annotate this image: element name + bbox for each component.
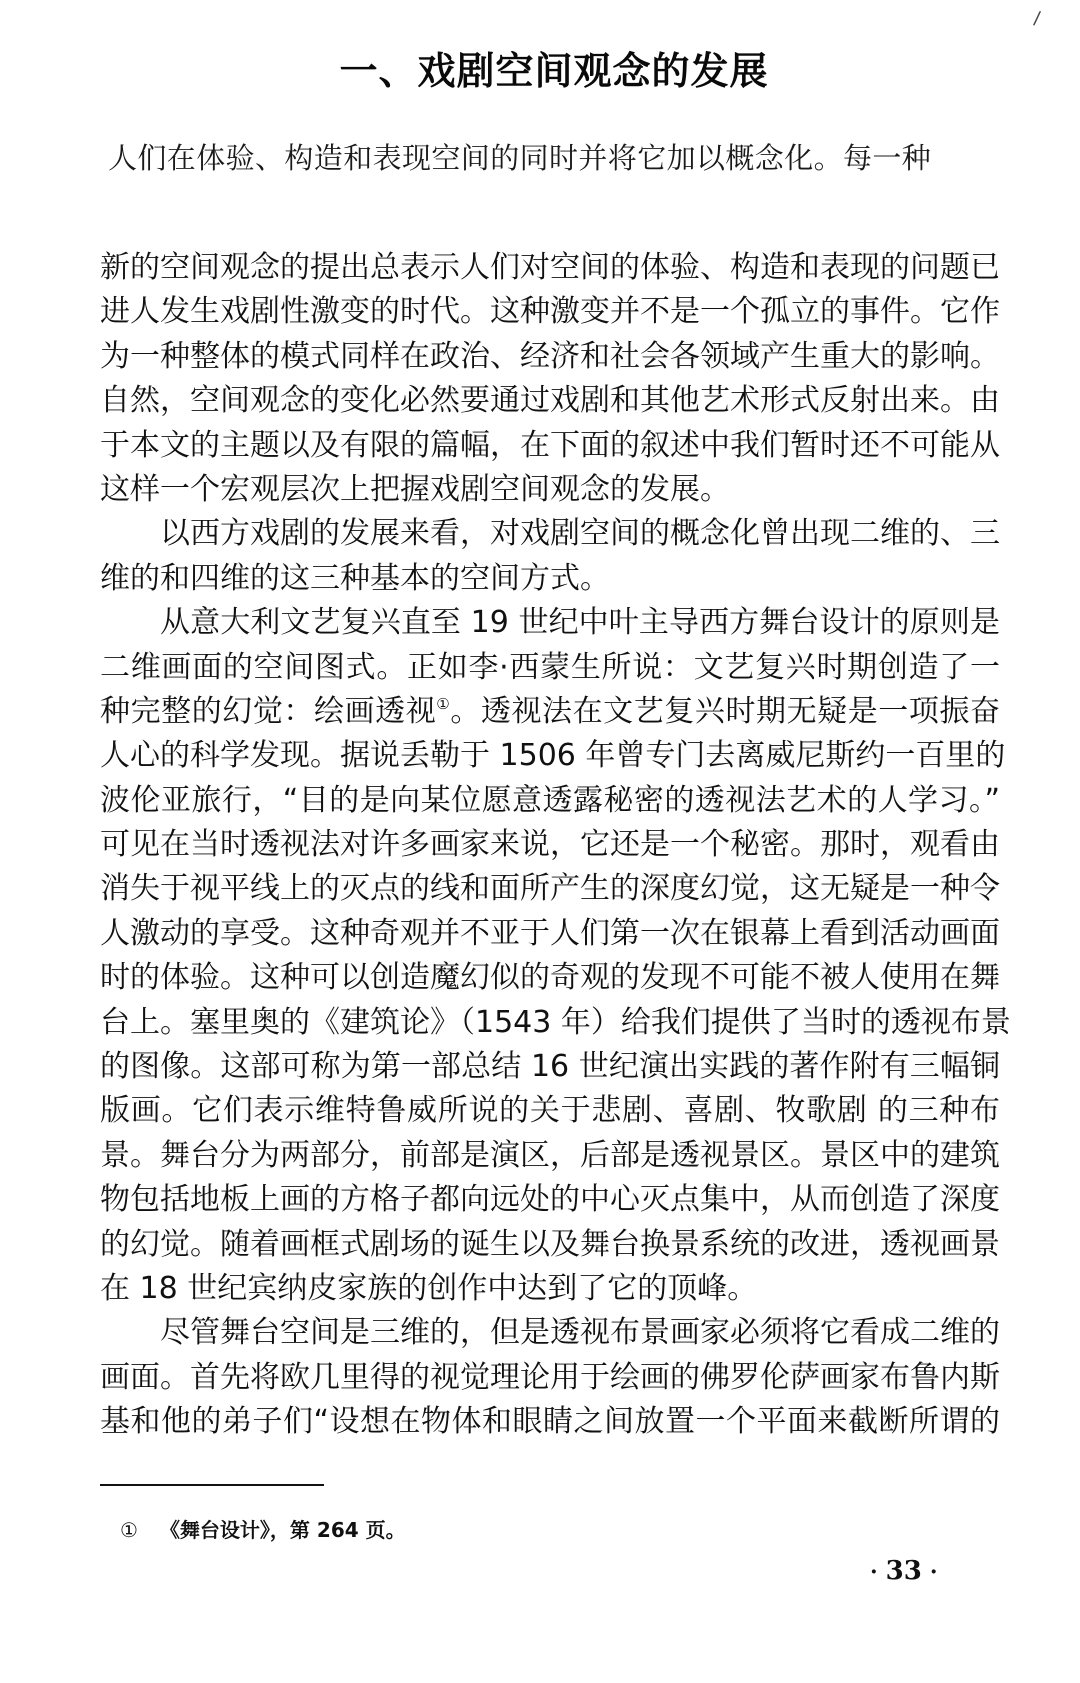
text-line: 的幻觉。随着画框式剧场的诞生以及舞台换景系统的改进，透视画景 (100, 1226, 1000, 1262)
text-line: 为一种整体的模式同样在政治、经济和社会各领域产生重大的影响。 (100, 338, 1000, 374)
text-line: 在 18 世纪宾纳皮家族的创作中达到了它的顶峰。 (100, 1270, 758, 1306)
intro-line: 人们在体验、构造和表现空间的同时并将它加以概念化。每一种 (108, 141, 932, 175)
text-line: 人心的科学发现。据说丢勒于 1506 年曾专门去离威尼斯约一百里的 (100, 738, 1006, 774)
text-line: 的图像。这部可称为第一部总结 16 世纪演出实践的著作附有三幅铜 (100, 1049, 1000, 1085)
text-line: 版画。它们表示维特鲁威所说的关于悲剧、喜剧、牧歌剧 的三种布 (100, 1093, 1000, 1129)
text-line: 消失于视平线上的灭点的线和面所产生的深度幻觉，这无疑是一种令 (100, 871, 1000, 907)
body-text (100, 246, 1011, 1445)
text-line: 自然，空间观念的变化必然要通过戏剧和其他艺术形式反射出来。由 (100, 383, 1000, 419)
text-line: 时的体验。这种可以创造魔幻似的奇观的发现不可能不被人使用在舞 (100, 960, 1000, 996)
text-line: 可见在当时透视法对许多画家来说，它还是一个秘密。那时，观看由 (100, 827, 1000, 863)
page-corner-mark: / (1032, 7, 1042, 30)
section-heading: 一、戏剧空间观念的发展 (339, 49, 769, 93)
footnote-marker: ① (120, 1518, 138, 1542)
text-line: 台上。塞里奥的《建筑论》（1543 年）给我们提供了当时的透视布景 (100, 1004, 1011, 1040)
text-line: 尽管舞台空间是三维的，但是透视布景画家必须将它看成二维的 (160, 1315, 1000, 1351)
text-line: 画面。首先将欧几里得的视觉理论用于绘画的佛罗伦萨画家布鲁内斯 (100, 1359, 1000, 1395)
text-line: 景。舞台分为两部分，前部是演区，后部是透视景区。景区中的建筑 (100, 1137, 1000, 1173)
text-line: 基和他的弟子们“设想在物体和眼睛之间放置一个平面来截断所谓的 (100, 1404, 1000, 1440)
text-line: 新的空间观念的提出总表示人们对空间的体验、构造和表现的问题已 (100, 250, 1000, 285)
text-segment: 种完整的幻觉：绘画透视 (100, 693, 437, 729)
footnote-reference[interactable]: ① (436, 694, 451, 713)
page-number-dot: · (929, 1559, 938, 1585)
text-line: 从意大利文艺复兴直至 19 世纪中叶主导西方舞台设计的原则是 (160, 605, 1000, 641)
text-line: 人激动的享受。这种奇观并不亚于人们第一次在银幕上看到活动画面 (100, 915, 1000, 951)
page-number (862, 1556, 946, 1586)
page-number-value: 33 (885, 1556, 922, 1586)
text-line: 二维画面的空间图式。正如李·西蒙生所说：文艺复兴时期创造了一 (100, 649, 1000, 685)
text-line: 以西方戏剧的发展来看，对戏剧空间的概念化曾出现二维的、三 (160, 516, 1000, 552)
text-line: 波伦亚旅行，“目的是向某位愿意透露秘密的透视法艺术的人学习。” (100, 782, 1000, 818)
text-line: 物包括地板上画的方格子都向远处的中心灭点集中，从而创造了深度 (100, 1182, 1000, 1218)
footnote-text: 《舞台设计》，第 264 页。 (159, 1518, 406, 1542)
text-line: 这样一个宏观层次上把握戏剧空间观念的发展。 (100, 471, 730, 507)
text-line (100, 690, 1000, 734)
text-line: 于本文的主题以及有限的篇幅，在下面的叙述中我们暂时还不可能从 (100, 427, 1000, 463)
footnote (120, 1514, 406, 1543)
text-line: 维的和四维的这三种基本的空间方式。 (100, 560, 610, 596)
footnote-divider (100, 1484, 324, 1486)
text-line: 进人发生戏剧性激变的时代。这种激变并不是一个孤立的事件。它作 (100, 294, 1000, 330)
page-number-dot: · (870, 1559, 878, 1585)
text-segment: 。透视法在文艺复兴时期无疑是一项振奋 (450, 693, 1001, 729)
